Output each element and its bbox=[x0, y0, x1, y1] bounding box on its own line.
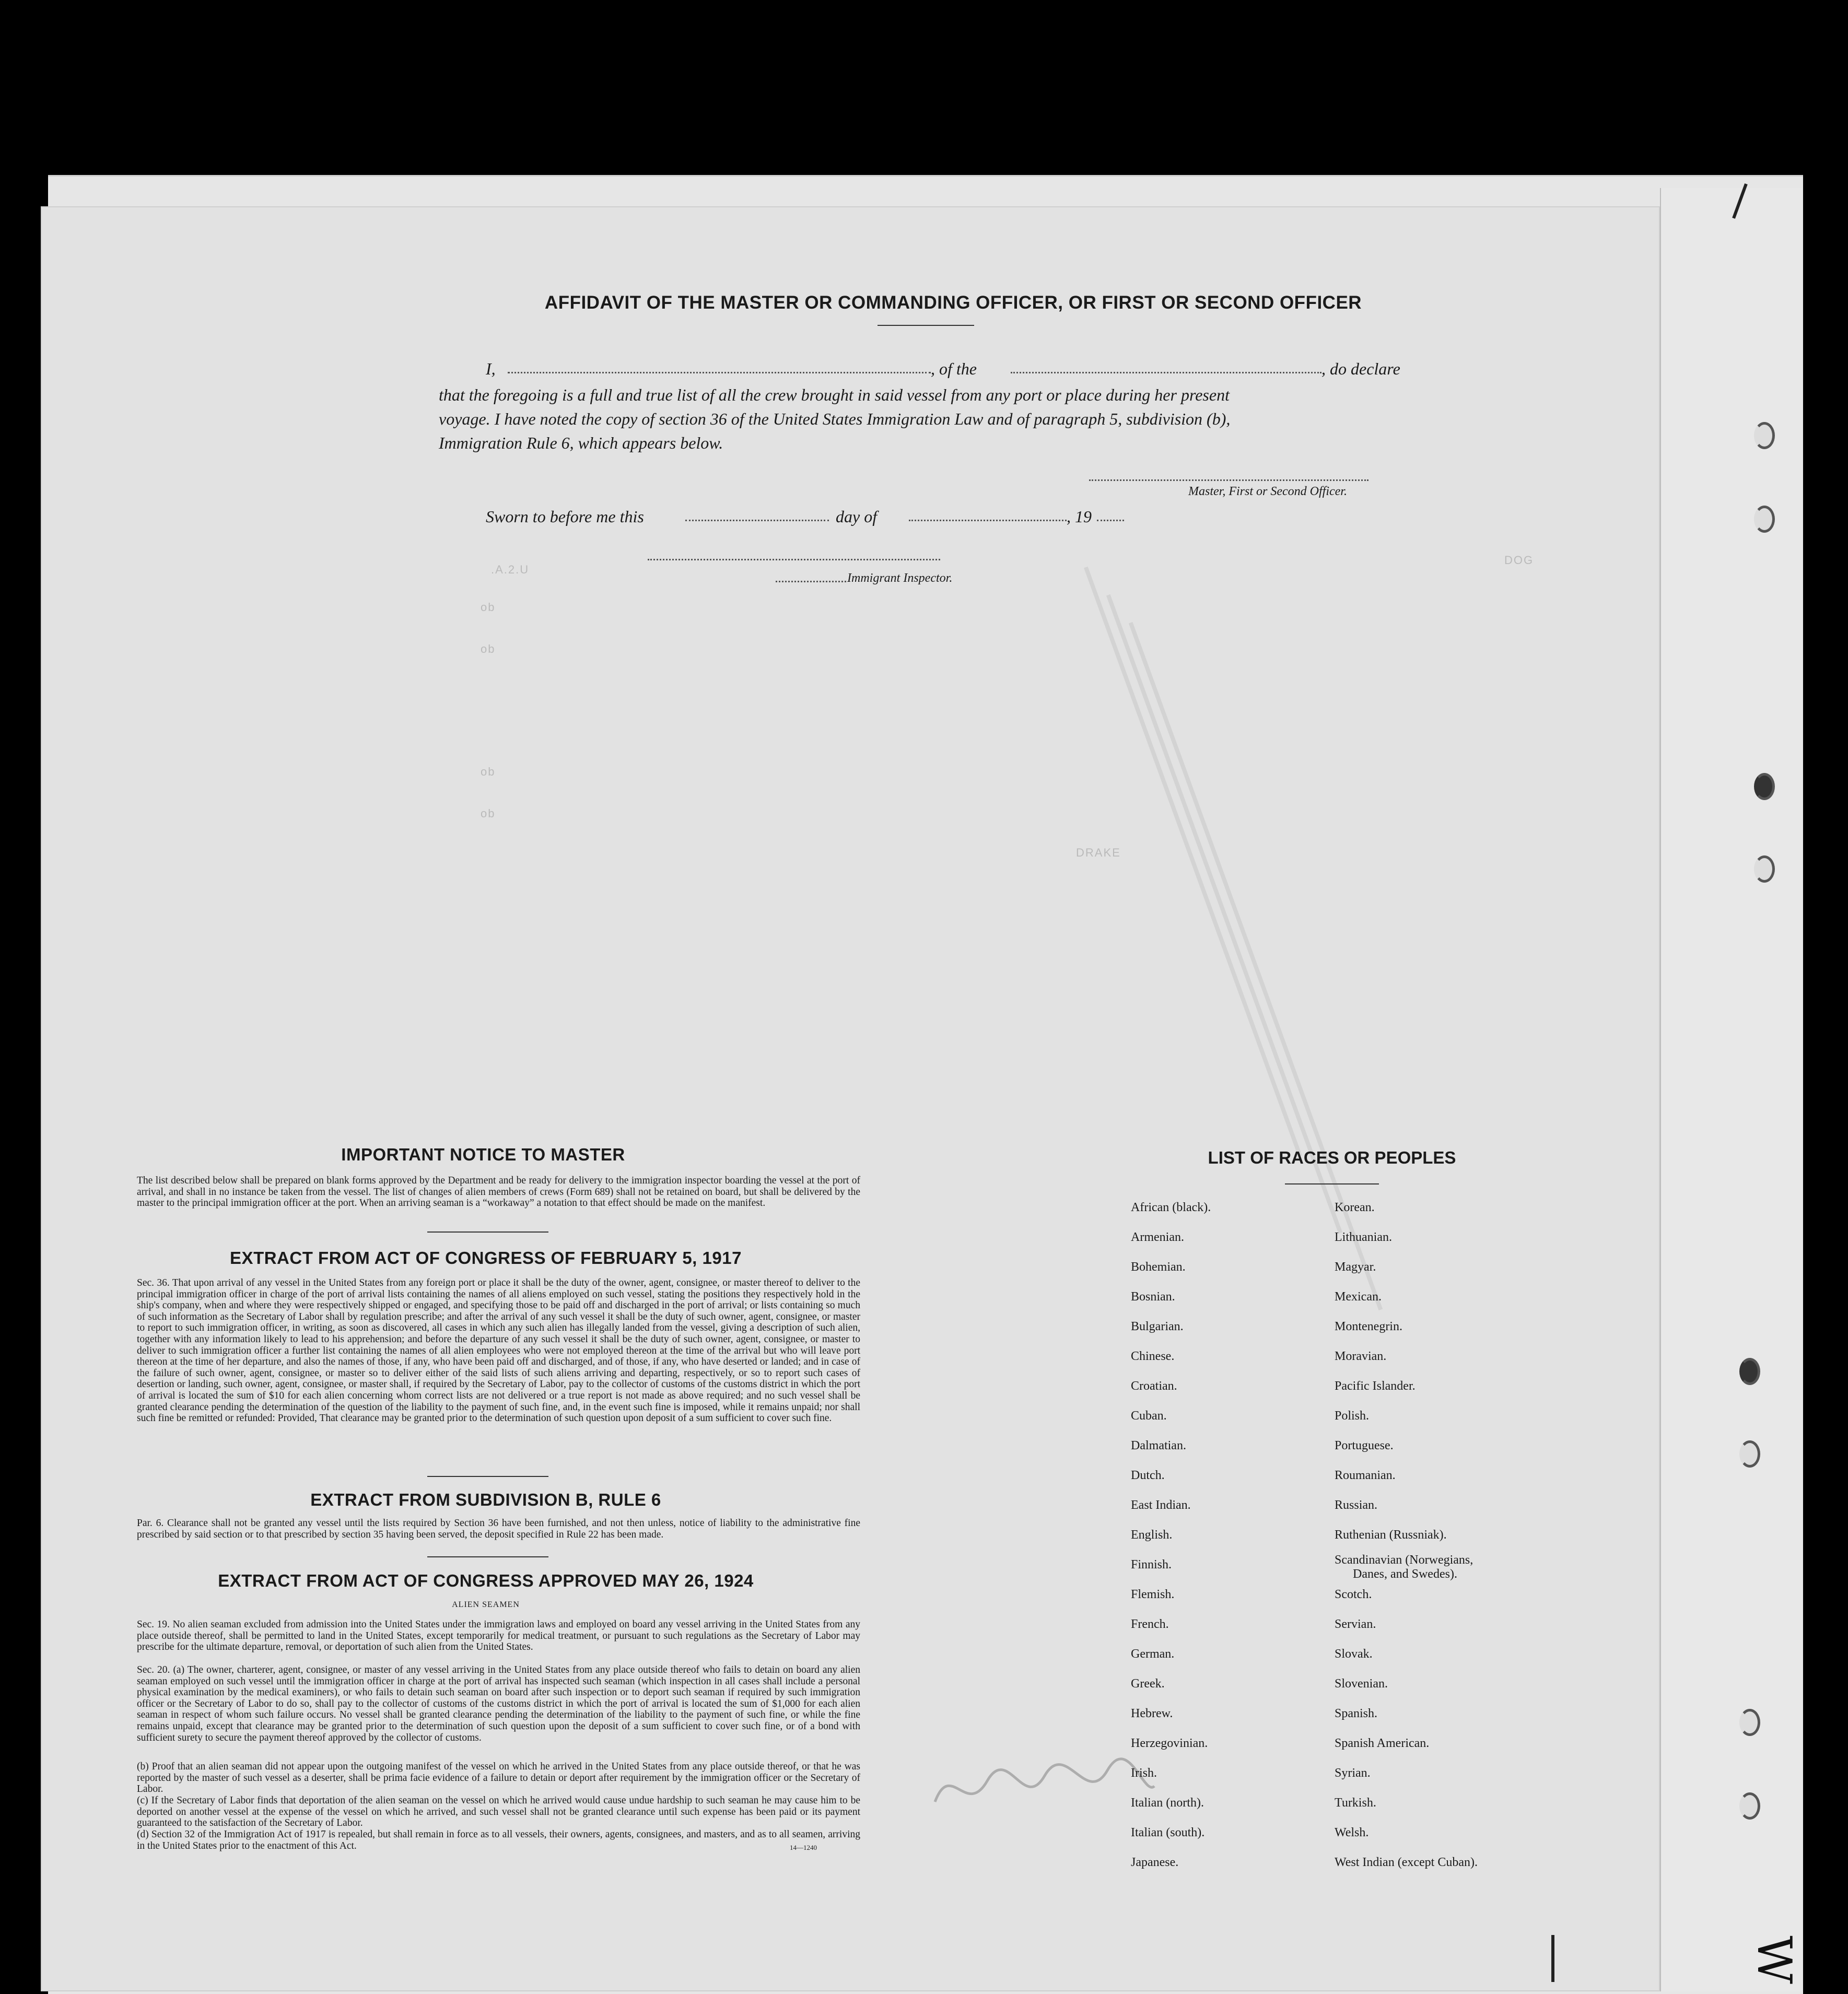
bleed-through-text: DRAKE bbox=[1076, 846, 1121, 859]
sworn-label: Sworn to before me this bbox=[486, 507, 644, 526]
race-right: West Indian (except Cuban). bbox=[1335, 1856, 1478, 1869]
binder-hole bbox=[1754, 422, 1775, 449]
title-rule bbox=[878, 325, 974, 326]
race-right: Scandinavian (Norwegians, bbox=[1335, 1553, 1473, 1567]
day-of-label: day of bbox=[836, 507, 878, 526]
race-right: Lithuanian. bbox=[1335, 1230, 1392, 1244]
race-right: Magyar. bbox=[1335, 1260, 1376, 1274]
handwritten-page-mark: W bbox=[1746, 1936, 1802, 1984]
race-left: Japanese. bbox=[1131, 1856, 1179, 1869]
race-right: Turkish. bbox=[1335, 1796, 1376, 1810]
race-right: Korean. bbox=[1335, 1201, 1375, 1214]
master-signature-field[interactable] bbox=[1089, 479, 1369, 481]
race-left: Armenian. bbox=[1131, 1230, 1184, 1244]
vessel-label: , of the bbox=[931, 359, 977, 378]
race-left: Dalmatian. bbox=[1131, 1439, 1186, 1452]
race-left: Finnish. bbox=[1131, 1558, 1172, 1571]
binder-hole bbox=[1754, 855, 1775, 883]
bleed-through-text: .A.2.U bbox=[491, 563, 530, 576]
binder-hole bbox=[1754, 506, 1775, 533]
declare-label: , do declare bbox=[1321, 359, 1400, 378]
race-right: Ruthenian (Russniak). bbox=[1335, 1528, 1447, 1542]
affidavit-line: Immigration Rule 6, which appears below. bbox=[439, 433, 723, 452]
affidavit-title: AFFIDAVIT OF THE MASTER OR COMMANDING OFFICER, OR FIRST OR SECOND OFFICER bbox=[544, 292, 1362, 313]
race-right: Polish. bbox=[1335, 1409, 1370, 1423]
master-signature-label: Master, First or Second Officer. bbox=[1188, 485, 1347, 498]
race-right: Servian. bbox=[1335, 1617, 1376, 1631]
race-left: Dutch. bbox=[1131, 1469, 1165, 1482]
sec20c-text: (c) If the Secretary of Labor finds that deportation of the alien seaman on the vessel on which he arrived would cause undue hardship to such seaman he may cause him to be deported on another vessel at the expense of the vessel on which he arrived, and such vessel shall not be granted clearance until such expense has been paid or its payment guaranteed to the satisfaction of the Secretary of Labor. bbox=[137, 1795, 860, 1829]
binder-hole bbox=[1754, 773, 1775, 800]
race-left: French. bbox=[1131, 1617, 1169, 1631]
extract-1917-body: Sec. 36. That upon arrival of any vessel in the United States from any foreign port or place it shall be the duty of the owner, agent, consignee, or master thereof to deliver to the principal immigration officer in charge of the port of arrival lists containing the names of all aliens employed on such vessel, stating the positions they respectively hold in the ship's company, when and where they were respectively shipped or engaged, and specifying those to be paid off and discharged in the port of arrival; or lists containing so much of such information as the Secretary of Labor shall by regulation prescribe; and after the arrival of any such vessel it shall be the duty of such owner, agent, consignee, or master to report to such immigration officer, in writing, as soon as discovered, all cases in which any such alien has illegally landed from the vessel, giving a description of such alien, together with any information likely to lead to his apprehension; and before the departure of any such vessel it shall be the duty of such owner, agent, consignee, or master to deliver to such immigration officer a further list containing the names of all alien employees who were not employed thereon at the time of the arrival but who will leave port thereon at the time of her departure, and also the names of those, if any, who have been paid off and discharged, and of those, if any, who have deserted or landed; and in case of the failure of such owner, agent, consignee, or master so to deliver either of the said lists of such aliens arriving and departing, respectively, or so to report such cases of desertion or landing, such owner, agent, consignee, or master shall, if required by the Secretary of Labor, pay to the collector of customs of the customs district in which the port of arrival is located the sum of $10 for each alien concerning whom correct lists are not delivered or a true report is not made as above required; and no such vessel shall be granted clearance pending the determination of the question of the liability to the payment of such fine, and, in the event such fine is imposed, while it remains unpaid; nor shall such fine be remitted or refunded: Provided, That clearance may be granted prior to the determination of such question upon deposit of a sum sufficient to cover such fine. bbox=[137, 1277, 860, 1424]
binder-tab-strip bbox=[1660, 188, 1802, 1991]
bleed-through-text: ob bbox=[481, 601, 496, 614]
vessel-name-field[interactable] bbox=[1011, 372, 1321, 373]
bleed-through-text: ob bbox=[481, 807, 496, 820]
race-left: Hebrew. bbox=[1131, 1707, 1173, 1720]
affidavit-line: that the foregoing is a full and true list of all the crew brought in said vessel from any port or place during her present bbox=[439, 385, 1230, 404]
pencil-mark bbox=[1551, 1935, 1554, 1982]
race-left: Cuban. bbox=[1131, 1409, 1167, 1423]
bleed-through-text: ob bbox=[481, 765, 496, 778]
race-right: Scotch. bbox=[1335, 1588, 1372, 1601]
race-left: Flemish. bbox=[1131, 1588, 1175, 1601]
handwritten-scribble bbox=[930, 1739, 1160, 1823]
race-right: Syrian. bbox=[1335, 1766, 1371, 1780]
race-left: Chinese. bbox=[1131, 1350, 1175, 1363]
race-left: Croatian. bbox=[1131, 1379, 1177, 1393]
notice-body: The list described below shall be prepared on blank forms approved by the Department and be ready for delivery to the immigration inspector boarding the vessel at the port of arrival, and shall in no instance be taken from the vessel. The list of changes of alien members of crews (Form 689) shall not be retained on board, but shall be delivered by the master to the principal immigration officer at the port. When an arriving seaman is a “workaway” a notation to that effect should be made on the manifest. bbox=[137, 1175, 860, 1209]
rule6-body: Par. 6. Clearance shall not be granted any vessel until the lists required by Section 36 have been furnished, and not then unless, notice of liability to the administrative fine prescribed by said section or to that prescribed by section 35 having been served, the deposit specified in Rule 22 has been made. bbox=[137, 1518, 860, 1540]
inspector-name-field[interactable] bbox=[776, 581, 846, 582]
sworn-day-field[interactable] bbox=[685, 520, 829, 521]
affidavit-line: voyage. I have noted the copy of section 36 of the United States Immigration Law and of paragraph 5, subdivision (b), bbox=[439, 409, 1231, 428]
declarant-label: I, bbox=[486, 359, 496, 378]
race-left: Italian (south). bbox=[1131, 1826, 1205, 1839]
notice-title: IMPORTANT NOTICE TO MASTER bbox=[341, 1145, 625, 1164]
alien-seamen-subtitle: ALIEN SEAMEN bbox=[452, 1600, 520, 1609]
race-left: Irish. bbox=[1131, 1766, 1157, 1780]
binder-hole bbox=[1739, 1792, 1760, 1820]
race-left: Bohemian. bbox=[1131, 1260, 1186, 1274]
race-left: German. bbox=[1131, 1647, 1175, 1661]
race-left: English. bbox=[1131, 1528, 1173, 1542]
binder-hole bbox=[1739, 1709, 1760, 1736]
extract-1917-title: EXTRACT FROM ACT OF CONGRESS OF FEBRUARY 5, 1917 bbox=[230, 1248, 742, 1268]
race-right: Mexican. bbox=[1335, 1290, 1382, 1304]
race-right: Welsh. bbox=[1335, 1826, 1369, 1839]
races-title: LIST OF RACES OR PEOPLES bbox=[1208, 1148, 1456, 1167]
inspector-label: Immigrant Inspector. bbox=[847, 571, 953, 585]
section-rule bbox=[427, 1556, 548, 1557]
declarant-name-field[interactable] bbox=[508, 372, 931, 373]
race-right: Russian. bbox=[1335, 1498, 1378, 1512]
inspector-signature-field[interactable] bbox=[648, 559, 940, 560]
sec20b-text: (b) Proof that an alien seaman did not appear upon the outgoing manifest of the vessel on which he arrived in the United States from any place outside thereof, or that he was reported by the master of such vessel as a deserter, shall be prima facie evidence of a failure to detain or deport after requirement by the immigration officer or the Secretary of Labor. bbox=[137, 1761, 860, 1795]
race-right: Pacific Islander. bbox=[1335, 1379, 1416, 1393]
binder-hole bbox=[1739, 1358, 1760, 1385]
race-left: East Indian. bbox=[1131, 1498, 1191, 1512]
race-left: Bulgarian. bbox=[1131, 1320, 1184, 1333]
race-right: Montenegrin. bbox=[1335, 1320, 1402, 1333]
sec20d-text: (d) Section 32 of the Immigration Act of 1917 is repealed, but shall remain in force as to all vessels, their owners, agents, consignees, and masters, and as to all seamen, arriving in the United States prior to the enactment of this Act. bbox=[137, 1829, 860, 1851]
binder-hole bbox=[1739, 1440, 1760, 1468]
race-right: Spanish. bbox=[1335, 1707, 1378, 1720]
rule6-title: EXTRACT FROM SUBDIVISION B, RULE 6 bbox=[310, 1490, 661, 1509]
race-right: Portuguese. bbox=[1335, 1439, 1394, 1452]
race-right: Roumanian. bbox=[1335, 1469, 1396, 1482]
sec19-text: Sec. 19. No alien seaman excluded from admission into the United States under the immigration laws and employed on board any vessel arriving in the United States from any place outside thereof, shall be permitted to land in the United States, except temporarily for medical treatment, or pursuant to such regulations as the Secretary of Labor may prescribe for the ultimate departure, removal, or deportation of such alien from the United States. bbox=[137, 1619, 860, 1653]
year-label: , 19 bbox=[1067, 507, 1092, 526]
race-left: Italian (north). bbox=[1131, 1796, 1204, 1810]
section-rule bbox=[427, 1231, 548, 1233]
race-right: Slovenian. bbox=[1335, 1677, 1388, 1691]
race-left: Greek. bbox=[1131, 1677, 1165, 1691]
race-left: Bosnian. bbox=[1131, 1290, 1175, 1304]
race-right: Spanish American. bbox=[1335, 1737, 1430, 1750]
section-rule bbox=[427, 1476, 548, 1477]
race-right-continuation: Danes, and Swedes). bbox=[1353, 1567, 1457, 1581]
bleed-through-text: ob bbox=[481, 642, 496, 655]
sworn-year-field[interactable] bbox=[1097, 520, 1124, 521]
sworn-month-field[interactable] bbox=[909, 520, 1067, 521]
bleed-through-text: DOG bbox=[1504, 554, 1534, 567]
races-title-rule bbox=[1285, 1183, 1379, 1184]
race-right: Moravian. bbox=[1335, 1350, 1387, 1363]
race-right: Slovak. bbox=[1335, 1647, 1373, 1661]
form-number: 14—1240 bbox=[790, 1844, 817, 1851]
race-left: Herzegovinian. bbox=[1131, 1737, 1208, 1750]
race-left: African (black). bbox=[1131, 1201, 1211, 1214]
sec20a-text: Sec. 20. (a) The owner, charterer, agent, consignee, or master of any vessel arriving in the United States from any place outside thereof who fails to detain on board any alien seaman employed on such vessel until the immigration officer in charge at the port of arrival has inspected such seaman (which inspection in all cases shall include a personal physical examination by the medical examiners), or who fails to detain such seaman on board after such inspection or to deport such seaman if required by such immigration officer or the Secretary of Labor to do so, shall pay to the collector of customs of the customs district in which the port of arrival is located the sum of $1,000 for each alien seaman in respect of whom such failure occurs. No vessel shall be granted clearance pending the determination of the liability to the payment of such fine, or while the fine remains unpaid, except that clearance may be granted prior to the determination of such question upon the deposit of a sum sufficient to cover such fine, or of a bond with sufficient surety to secure the payment thereof approved by the collector of customs. bbox=[137, 1664, 860, 1743]
extract-1924-title: EXTRACT FROM ACT OF CONGRESS APPROVED MAY 26, 1924 bbox=[218, 1571, 754, 1590]
